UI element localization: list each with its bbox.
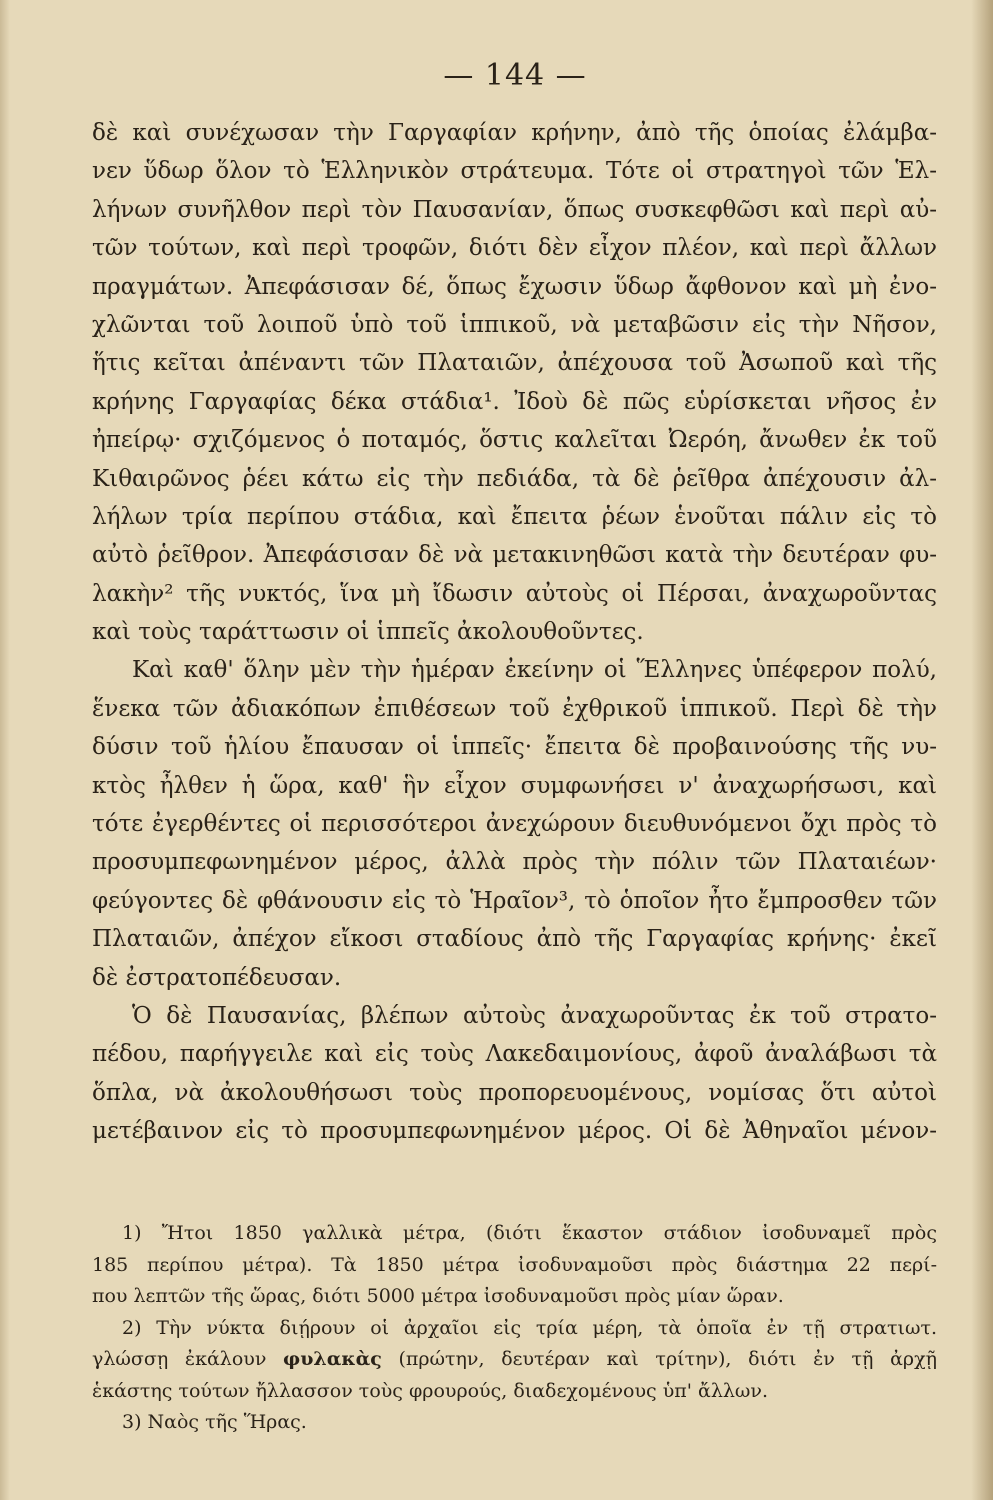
footnote-bold-term: φυλακὰς [283, 1348, 382, 1370]
footnote-line: ἑκάστης τούτων ἤλλασσον τοὺς φρουρούς, διαδεχομένους ὑπ' ἄλλων. [92, 1379, 768, 1402]
text-line: ὅπλα, νὰ ἀκολουθήσωσι τοὺς προπορευομένους, νομίσας ὅτι αὐτοὶ [92, 1079, 937, 1106]
main-text [92, 114, 937, 1151]
text-line: Κιθαιρῶνος ῥέει κάτω εἰς τὴν πεδιάδα, τὰ δὲ ῥεῖθρα ἀπέχουσιν ἀλ- [92, 465, 937, 492]
text-line: τότε ἐγερθέντες οἱ περισσότεροι ἀνεχώρουν διευθυνόμενοι ὄχι πρὸς τὸ [92, 811, 937, 838]
text-line: τῶν τούτων, καὶ περὶ τροφῶν, διότι δὲν εἶχον πλέον, καὶ περὶ ἄλλων [92, 235, 937, 262]
text-line: κτὸς ἦλθεν ἡ ὥρα, καθ' ἣν εἶχον συμφωνήσει ν' ἀναχωρήσωσι, καὶ [92, 772, 937, 799]
footnote-line: 185 περίπου μέτρα). Τὰ 1850 μέτρα ἰσοδυναμοῦσι πρὸς διάστημα 22 περί- [92, 1253, 937, 1276]
text-line: μετέβαινον εἰς τὸ προσυμπεφωνημένον μέρος. Οἱ δὲ Ἀθηναῖοι μένον- [92, 1118, 937, 1145]
footnote-line: 2) Τὴν νύκτα διῄρουν οἱ ἀρχαῖοι εἰς τρία μέρη, τὰ ὁποῖα ἐν τῇ στρατιωτ. [122, 1316, 937, 1339]
footnote-line: που λεπτῶν τῆς ὥρας, διότι 5000 μέτρα ἰσοδυναμοῦσι πρὸς μίαν ὥραν. [92, 1285, 784, 1307]
page-number: — 144 — [443, 58, 587, 93]
text-line: δὲ καὶ συνέχωσαν τὴν Γαργαφίαν κρήνην, ἀπὸ τῆς ὁποίας ἐλάμβα- [92, 120, 937, 146]
footnote-text: γλώσσῃ ἐκάλουν [92, 1348, 284, 1370]
footnotes [92, 1218, 937, 1439]
text-line: πραγμάτων. Ἀπεφάσισαν δέ, ὅπως ἔχωσιν ὕδωρ ἄφθονον καὶ μὴ ἐνο- [92, 273, 937, 300]
text-line: δύσιν τοῦ ἡλίου ἔπαυσαν οἱ ἱππεῖς· ἔπειτα δὲ προβαινούσης τῆς νυ- [92, 734, 937, 761]
page-right-edge [971, 0, 993, 1500]
text-line: λήνων συνῆλθον περὶ τὸν Παυσανίαν, ὅπως συσκεφθῶσι καὶ περὶ αὐ- [92, 196, 937, 223]
text-line: Ὁ δὲ Παυσανίας, βλέπων αὐτοὺς ἀναχωροῦντας ἐκ τοῦ στρατο- [132, 1002, 937, 1029]
text-line: ἠπείρῳ· σχιζόμενος ὁ ποταμός, ὅστις καλεῖται Ὠερόη, ἄνωθεν ἐκ τοῦ [92, 427, 937, 454]
footnote-text: (πρώτην, δευτέραν καὶ τρίτην), διότι ἐν τῇ ἀρχῇ [381, 1348, 937, 1370]
text-line: ἥτις κεῖται ἀπέναντι τῶν Πλαταιῶν, ἀπέχουσα τοῦ Ἀσωποῦ καὶ τῆς [92, 350, 937, 377]
text-line: αὐτὸ ῥεῖθρον. Ἀπεφάσισαν δὲ νὰ μετακινηθῶσι κατὰ τὴν δευτέραν φυ- [92, 542, 937, 569]
text-line: Καὶ καθ' ὅλην μὲν τὴν ἡμέραν ἐκείνην οἱ Ἕλληνες ὑπέφερον πολύ, [132, 657, 937, 684]
text-line: ἕνεκα τῶν ἀδιακόπων ἐπιθέσεων τοῦ ἐχθρικοῦ ἱππικοῦ. Περὶ δὲ τὴν [92, 695, 937, 722]
text-line: πέδου, παρήγγειλε καὶ εἰς τοὺς Λακεδαιμονίους, ἀφοῦ ἀναλάβωσι τὰ [92, 1041, 937, 1068]
text-line: δὲ ἐστρατοπέδευσαν. [92, 964, 342, 991]
text-line: φεύγοντες δὲ φθάνουσιν εἰς τὸ Ἡραῖον³, τὸ ὁποῖον ἦτο ἔμπροσθεν τῶν [92, 887, 937, 914]
text-line: καὶ τοὺς ταράττωσιν οἱ ἱππεῖς ἀκολουθοῦντες. [92, 619, 644, 646]
text-line: νεν ὕδωρ ὅλον τὸ Ἑλληνικὸν στράτευμα. Τότε οἱ στρατηγοὶ τῶν Ἑλ- [92, 158, 937, 185]
text-line: χλῶνται τοῦ λοιποῦ ὑπὸ τοῦ ἱππικοῦ, νὰ μεταβῶσιν εἰς τὴν Νῆσον, [92, 311, 937, 338]
text-line: κρήνης Γαργαφίας δέκα στάδια¹. Ἰδοὺ δὲ πῶς εὑρίσκεται νῆσος ἐν [92, 388, 937, 415]
page-left-edge [0, 0, 10, 1500]
text-line: Πλαταιῶν, ἀπέχον εἴκοσι σταδίους ἀπὸ τῆς Γαργαφίας κρήνης· ἐκεῖ [92, 926, 937, 953]
text-line: προσυμπεφωνημένον μέρος, ἀλλὰ πρὸς τὴν πόλιν τῶν Πλαταιέων· [92, 849, 937, 876]
text-line: λήλων τρία περίπου στάδια, καὶ ἔπειτα ῥέων ἑνοῦται πάλιν εἰς τὸ [92, 503, 937, 530]
footnote-line: 3) Ναὸς τῆς Ἥρας. [122, 1411, 307, 1433]
footnote-line [92, 1344, 937, 1376]
footnote-line: 1) Ἤτοι 1850 γαλλικὰ μέτρα, (διότι ἕκαστον στάδιον ἰσοδυναμεῖ πρὸς [122, 1222, 937, 1244]
text-line: λακὴν² τῆς νυκτός, ἵνα μὴ ἴδωσιν αὐτοὺς οἱ Πέρσαι, ἀναχωροῦντας [92, 580, 937, 607]
